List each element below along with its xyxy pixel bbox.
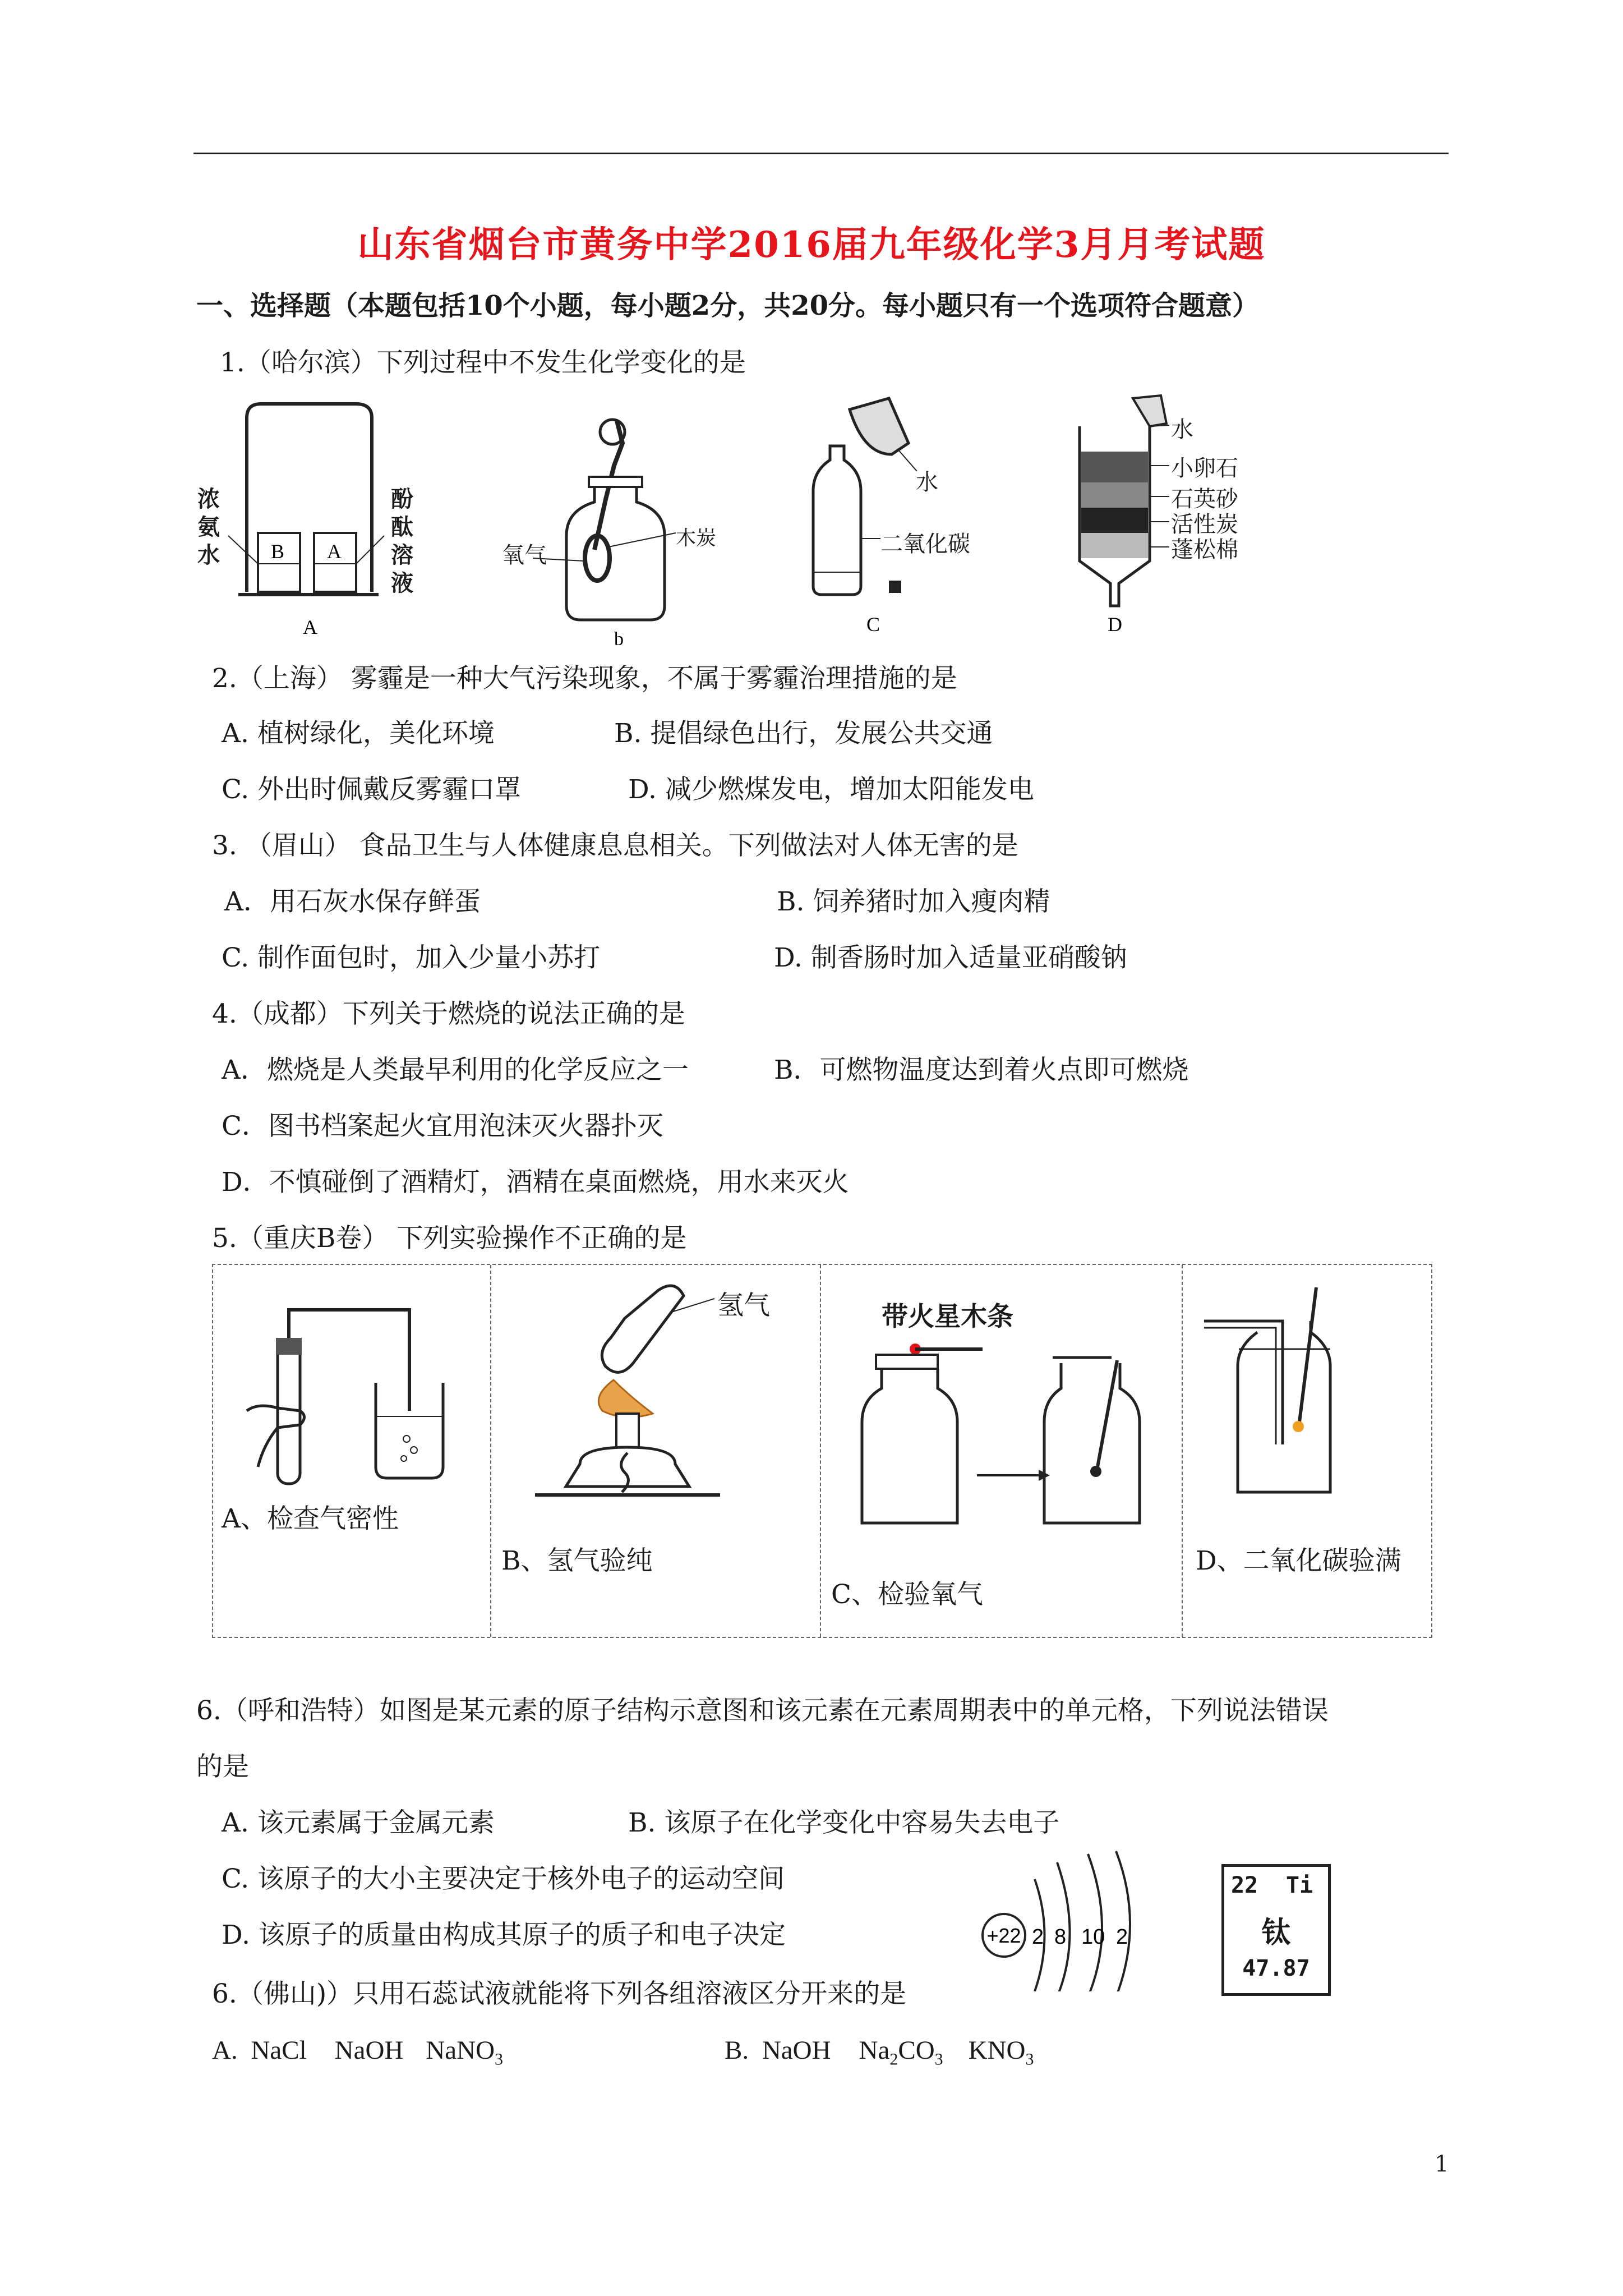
q7-b-item-2-sub: 2 xyxy=(889,2050,898,2069)
beaker-a-label: A xyxy=(327,540,342,563)
shell-2-electrons: 8 xyxy=(1054,1925,1067,1949)
atom-nucleus-charge: +22 xyxy=(986,1924,1021,1947)
fig-d-label-cotton: 蓬松棉 xyxy=(1171,537,1238,563)
fig-b-caption: b xyxy=(614,629,624,645)
fig-d-label-pebble: 小卵石 xyxy=(1171,455,1238,481)
question-6-option-b: B. 该原子在化学变化中容易失去电子 xyxy=(628,1807,1060,1838)
q5-label-c: C、检验氧气 xyxy=(831,1579,983,1610)
question-3-option-d: D. 制香肠时加入适量亚硝酸钠 xyxy=(774,942,1127,973)
q5-options-table xyxy=(212,1264,1432,1638)
q7-b-item-2: Na xyxy=(859,2036,890,2065)
q5-cell-c xyxy=(820,1265,1183,1637)
element-symbol: Ti xyxy=(1286,1872,1313,1898)
q7-a-item-3-sub: 3 xyxy=(495,2050,504,2069)
fig-b-wire-label: 木炭 xyxy=(676,527,717,550)
q7-b-item-1: NaOH xyxy=(762,2036,831,2065)
airtight-check-figure xyxy=(224,1299,482,1501)
fig-c-gas-label: 二氧化碳 xyxy=(880,531,970,557)
header-rule xyxy=(193,153,1449,154)
question-7-option-a xyxy=(212,2033,503,2076)
q5-splint-label: 带火星木条 xyxy=(882,1301,1013,1332)
shell-4-electrons: 2 xyxy=(1116,1925,1128,1949)
question-3-option-a: A．用石灰水保存鲜蛋 xyxy=(224,886,481,917)
question-4-option-b: B．可燃物温度达到着火点即可燃烧 xyxy=(774,1055,1189,1085)
question-4-option-a: A．燃烧是人类最早利用的化学反应之一 xyxy=(222,1055,689,1085)
q5-label-a: A、检查气密性 xyxy=(222,1503,399,1534)
question-3-stem: 3. （眉山） 食品卫生与人体健康息息相关。下列做法对人体无害的是 xyxy=(212,830,1018,861)
q5-label-d: D、二氧化碳验满 xyxy=(1196,1545,1401,1576)
fig-d-label-water: 水 xyxy=(1171,417,1193,443)
oxygen-test-figure xyxy=(837,1338,1173,1562)
question-4-option-c: C．图书档案起火宜用泡沫灭火器扑灭 xyxy=(222,1111,663,1142)
fig-c-caption: C xyxy=(866,613,880,636)
question-3-option-c: C. 制作面包时，加入少量小苏打 xyxy=(222,942,601,973)
periodic-table-cell xyxy=(1221,1864,1331,1996)
question-7-stem: 6.（佛山)）只用石蕊试液就能将下列各组溶液区分开来的是 xyxy=(212,1978,907,2009)
q7-b-item-2-sub2: 3 xyxy=(934,2050,943,2069)
co2-full-test-figure xyxy=(1193,1276,1428,1512)
question-2-option-d: D. 减少燃煤发电，增加太阳能发电 xyxy=(628,774,1034,805)
q7-b-item-2b: CO xyxy=(898,2036,935,2065)
q7-b-item-3: KNO xyxy=(968,2036,1026,2065)
fig-d-caption: D xyxy=(1108,613,1122,636)
question-2-option-b: B. 提倡绿色出行，发展公共交通 xyxy=(614,718,993,749)
beaker-b-label: B xyxy=(271,540,285,563)
fig-a-right-label: 酚酞溶液 xyxy=(391,486,413,596)
fig-a-caption: A xyxy=(303,616,317,638)
q5-cell-d xyxy=(1182,1265,1431,1637)
fig-a-left-label: 浓氨水 xyxy=(197,486,220,568)
fig-b-gas-label: 氧气 xyxy=(502,542,547,568)
shell-3-electrons: 10 xyxy=(1081,1925,1105,1949)
q5-label-b: B、氢气验纯 xyxy=(501,1545,653,1576)
q7-b-prefix: B. xyxy=(725,2036,755,2065)
question-1-stem: 1.（哈尔滨）下列过程中不发生化学变化的是 xyxy=(220,347,746,378)
atom-structure-diagram xyxy=(976,1834,1144,1991)
q7-b-item-3-sub: 3 xyxy=(1025,2050,1034,2069)
shell-1-electrons: 2 xyxy=(1032,1925,1044,1949)
question-6-stem-line2: 的是 xyxy=(196,1751,249,1782)
q7-a-prefix: A. xyxy=(212,2036,245,2065)
fig-c-water-label: 水 xyxy=(916,470,938,495)
q7-a-item-1: NaCl xyxy=(251,2036,307,2065)
q7-a-item-2: NaOH xyxy=(334,2036,404,2065)
question-2-stem: 2.（上海） 雾霾是一种大气污染现象，不属于雾霾治理措施的是 xyxy=(212,663,957,694)
q5-hydrogen-label: 氢气 xyxy=(717,1290,770,1321)
q1-figure-c xyxy=(796,393,1021,645)
question-4-stem: 4.（成都）下列关于燃烧的说法正确的是 xyxy=(212,999,685,1029)
q5-cell-b xyxy=(490,1265,821,1637)
question-6-option-d: D. 该原子的质量由构成其原子的质子和电子决定 xyxy=(222,1920,786,1950)
page-number: 1 xyxy=(1435,2151,1449,2177)
q5-cell-a xyxy=(213,1265,491,1637)
question-2-option-a: A. 植树绿化，美化环境 xyxy=(222,718,495,749)
page-title: 山东省烟台市黄务中学2016届九年级化学3月月考试题 xyxy=(357,224,1266,266)
element-name: 钛 xyxy=(1261,1916,1291,1950)
q7-a-item-3: NaNO xyxy=(426,2036,495,2065)
question-6-option-a: A. 该元素属于金属元素 xyxy=(222,1807,495,1838)
question-4-option-d: D．不慎碰倒了酒精灯，酒精在桌面燃烧，用水来灭火 xyxy=(222,1167,849,1198)
fig-d-label-carbon: 活性炭 xyxy=(1171,512,1238,537)
element-atomic-mass: 47.87 xyxy=(1242,1955,1310,1981)
question-6-stem-line1: 6.（呼和浩特）如图是某元素的原子结构示意图和该元素在元素周期表中的单元格，下列说法错误 xyxy=(196,1695,1329,1726)
question-7-option-b xyxy=(725,2033,1034,2076)
element-atomic-number: 22 xyxy=(1231,1872,1258,1898)
fig-d-label-sand: 石英砂 xyxy=(1171,486,1238,512)
question-5-stem: 5.（重庆B卷） 下列实验操作不正确的是 xyxy=(212,1223,687,1254)
question-3-option-b: B. 饲养猪时加入瘦肉精 xyxy=(777,886,1050,917)
question-2-option-c: C. 外出时佩戴反雾霾口罩 xyxy=(222,774,522,805)
question-6-option-c: C. 该原子的大小主要决定于核外电子的运动空间 xyxy=(222,1864,785,1894)
section-heading: 一、选择题（本题包括10个小题，每小题2分，共20分。每小题只有一个选项符合题意） xyxy=(196,290,1259,321)
